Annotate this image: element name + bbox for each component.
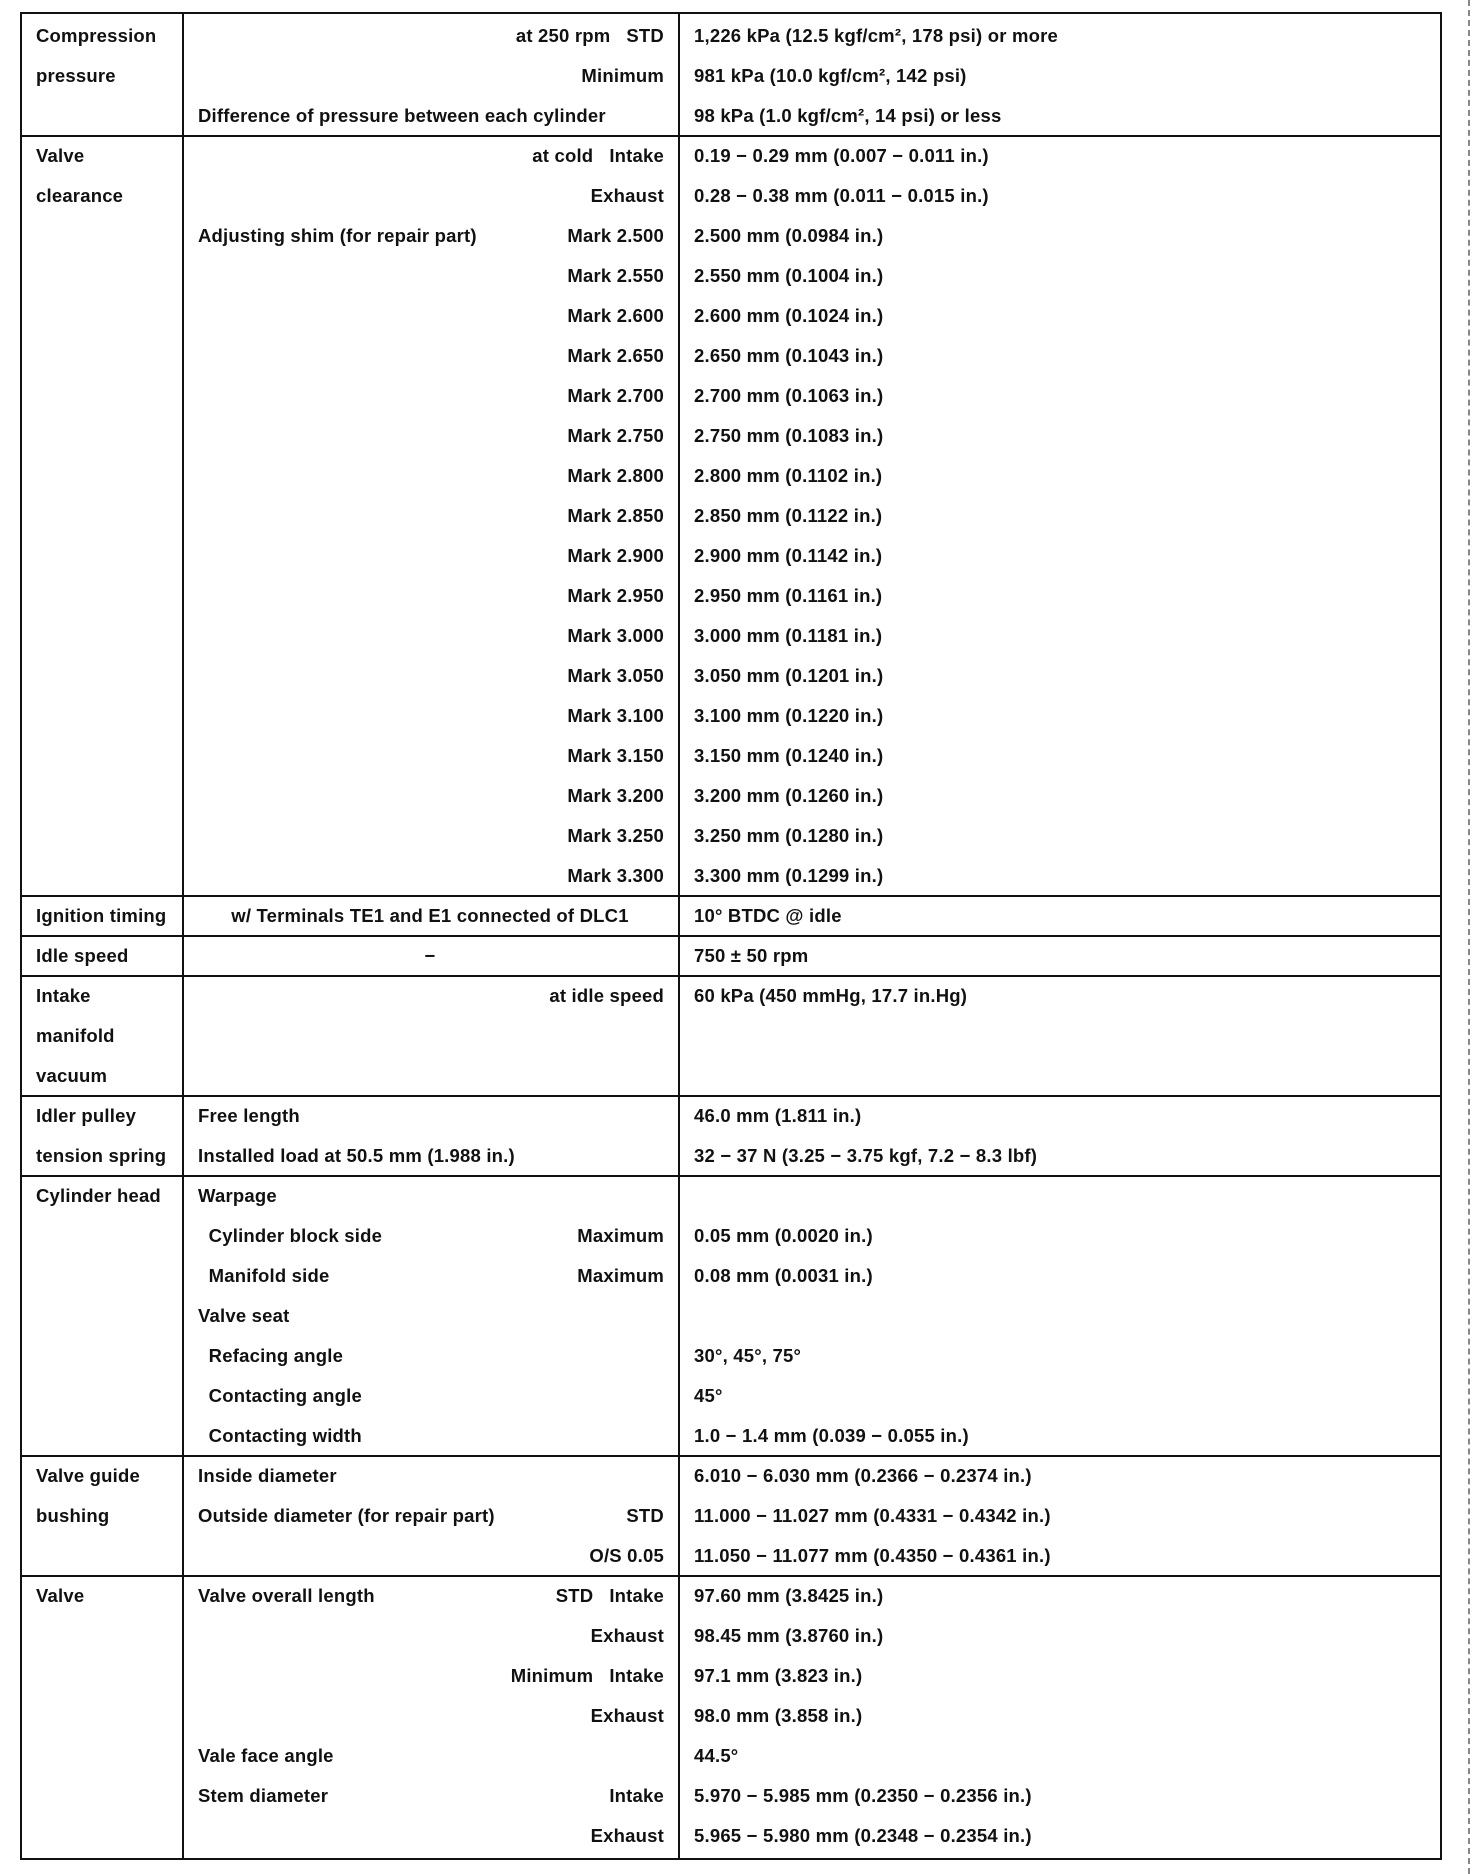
spec-value: 11.000 − 11.027 mm (0.4331 − 0.4342 in.): [694, 1505, 1051, 1526]
condition-detail: Mark 2.800: [567, 465, 664, 486]
spec-value: 10° BTDC @ idle: [694, 905, 842, 926]
condition: Vale face angle: [198, 1745, 334, 1766]
condition-detail: Mark 3.000: [567, 625, 664, 646]
item-name: Compression: [36, 25, 157, 46]
table-row: [22, 1136, 1440, 1176]
table-row: [22, 776, 1440, 816]
spec-value: 3.150 mm (0.1240 in.): [694, 745, 884, 766]
item-name: Valve: [36, 145, 85, 166]
condition-detail: Mark 3.050: [567, 665, 664, 686]
spec-value: 2.850 mm (0.1122 in.): [694, 505, 883, 526]
spec-value: 3.100 mm (0.1220 in.): [694, 705, 884, 726]
condition: Contacting width: [198, 1425, 362, 1446]
condition-detail: at cold Intake: [532, 145, 664, 166]
spec-value: 2.650 mm (0.1043 in.): [694, 345, 884, 366]
table-row: [22, 96, 1440, 136]
spec-value: 45°: [694, 1385, 723, 1406]
spec-value: 2.750 mm (0.1083 in.): [694, 425, 884, 446]
section-divider: [22, 895, 1440, 897]
condition-detail: Exhaust: [590, 185, 664, 206]
spec-value: 32 − 37 N (3.25 − 3.75 kgf, 7.2 − 8.3 lbf): [694, 1145, 1038, 1166]
table-row: [22, 176, 1440, 216]
condition-detail: Exhaust: [590, 1705, 664, 1726]
spec-value: 46.0 mm (1.811 in.): [694, 1105, 862, 1126]
table-row: [22, 1176, 1440, 1216]
condition-detail: Mark 2.500: [567, 225, 664, 246]
table-row: [22, 1576, 1440, 1616]
table-row: [22, 1736, 1440, 1776]
condition: Stem diameter: [198, 1785, 329, 1806]
condition-detail: Intake: [609, 1785, 664, 1806]
table-row: [22, 1256, 1440, 1296]
condition-detail: STD: [626, 1505, 664, 1526]
table-row: [22, 496, 1440, 536]
condition: Manifold side: [198, 1265, 330, 1286]
table-row: [22, 736, 1440, 776]
section-divider: [22, 1175, 1440, 1177]
item-name: Intake: [36, 985, 91, 1006]
item-name: manifold: [36, 1025, 115, 1046]
item-name: vacuum: [36, 1065, 108, 1086]
condition-detail: −: [424, 945, 436, 966]
table-row: [22, 1456, 1440, 1496]
condition: Installed load at 50.5 mm (1.988 in.): [198, 1145, 515, 1166]
spec-value: 3.000 mm (0.1181 in.): [694, 625, 883, 646]
table-row: [22, 376, 1440, 416]
condition-detail: Mark 3.250: [567, 825, 664, 846]
table-row: [22, 576, 1440, 616]
condition: Outside diameter (for repair part): [198, 1505, 495, 1526]
condition: Contacting angle: [198, 1385, 362, 1406]
condition-detail: w/ Terminals TE1 and E1 connected of DLC1: [231, 905, 629, 926]
table-row: [22, 136, 1440, 176]
table-row: [22, 936, 1440, 976]
spec-value: 98.45 mm (3.8760 in.): [694, 1625, 884, 1646]
section-divider: [22, 1095, 1440, 1097]
spec-value: 0.05 mm (0.0020 in.): [694, 1225, 873, 1246]
spec-value: 1,226 kPa (12.5 kgf/cm², 178 psi) or more: [694, 25, 1058, 46]
item-name: Valve: [36, 1585, 85, 1606]
table-row: [22, 896, 1440, 936]
spec-value: 44.5°: [694, 1745, 739, 1766]
section-divider: [22, 1455, 1440, 1457]
table-row: [22, 1616, 1440, 1656]
item-name: Cylinder head: [36, 1185, 161, 1206]
table-row: [22, 1016, 1440, 1056]
spec-value: 6.010 − 6.030 mm (0.2366 − 0.2374 in.): [694, 1465, 1032, 1486]
table-row: [22, 696, 1440, 736]
condition: Cylinder block side: [198, 1225, 383, 1246]
condition: Valve overall length: [198, 1585, 375, 1606]
spec-value: 2.550 mm (0.1004 in.): [694, 265, 884, 286]
spec-value: 2.700 mm (0.1063 in.): [694, 385, 884, 406]
condition-detail: Mark 2.900: [567, 545, 664, 566]
item-name: Idle speed: [36, 945, 129, 966]
spec-value: 60 kPa (450 mmHg, 17.7 in.Hg): [694, 985, 968, 1006]
condition: Valve seat: [198, 1305, 290, 1326]
spec-value: 2.800 mm (0.1102 in.): [694, 465, 883, 486]
table-row: [22, 1416, 1440, 1456]
table-row: [22, 1816, 1440, 1856]
spec-value: 3.300 mm (0.1299 in.): [694, 865, 884, 886]
table-row: [22, 216, 1440, 256]
spec-value: 3.250 mm (0.1280 in.): [694, 825, 884, 846]
table-row: [22, 1296, 1440, 1336]
table-row: [22, 1776, 1440, 1816]
condition-detail: at idle speed: [549, 985, 664, 1006]
condition-detail: Minimum: [581, 65, 664, 86]
table-row: [22, 1376, 1440, 1416]
spec-value: 11.050 − 11.077 mm (0.4350 − 0.4361 in.): [694, 1545, 1051, 1566]
condition-detail: Mark 2.600: [567, 305, 664, 326]
table-row: [22, 256, 1440, 296]
table-row: [22, 1096, 1440, 1136]
table-row: [22, 1536, 1440, 1576]
section-divider: [22, 975, 1440, 977]
spec-value: 98 kPa (1.0 kgf/cm², 14 psi) or less: [694, 105, 1002, 126]
condition-detail: Mark 2.750: [567, 425, 664, 446]
spec-value: 97.1 mm (3.823 in.): [694, 1665, 863, 1686]
table-row: [22, 1216, 1440, 1256]
spec-value: 0.28 − 0.38 mm (0.011 − 0.015 in.): [694, 185, 989, 206]
table-row: [22, 656, 1440, 696]
condition-detail: STD Intake: [555, 1585, 664, 1606]
table-row: [22, 296, 1440, 336]
spec-value: 0.19 − 0.29 mm (0.007 − 0.011 in.): [694, 145, 989, 166]
spec-value: 30°, 45°, 75°: [694, 1345, 802, 1366]
item-name: Valve guide: [36, 1465, 140, 1486]
spec-table: [20, 12, 1442, 1860]
condition-detail: Minimum Intake: [510, 1665, 664, 1686]
condition-detail: Mark 2.950: [567, 585, 664, 606]
condition-detail: Mark 2.550: [567, 265, 664, 286]
spec-value: 2.900 mm (0.1142 in.): [694, 545, 883, 566]
spec-value: 2.500 mm (0.0984 in.): [694, 225, 884, 246]
spec-value: 2.950 mm (0.1161 in.): [694, 585, 883, 606]
page-edge-dashed-line: [1468, 0, 1470, 1874]
condition-detail: Exhaust: [590, 1625, 664, 1646]
condition-detail: O/S 0.05: [589, 1545, 664, 1566]
condition: Adjusting shim (for repair part): [198, 225, 477, 246]
spec-value: 98.0 mm (3.858 in.): [694, 1705, 863, 1726]
spec-value: 5.965 − 5.980 mm (0.2348 − 0.2354 in.): [694, 1825, 1032, 1846]
table-row: [22, 976, 1440, 1016]
table-row: [22, 456, 1440, 496]
table-row: [22, 416, 1440, 456]
condition-detail: Mark 2.850: [567, 505, 664, 526]
condition: Inside diameter: [198, 1465, 337, 1486]
condition-detail: Maximum: [577, 1225, 664, 1246]
spec-value: 1.0 − 1.4 mm (0.039 − 0.055 in.): [694, 1425, 969, 1446]
item-name: Ignition timing: [36, 905, 167, 926]
condition-detail: at 250 rpm STD: [515, 25, 664, 46]
condition-detail: Mark 2.700: [567, 385, 664, 406]
condition-detail: Mark 2.650: [567, 345, 664, 366]
table-row: [22, 16, 1440, 56]
spec-value: 5.970 − 5.985 mm (0.2350 − 0.2356 in.): [694, 1785, 1032, 1806]
table-row: [22, 816, 1440, 856]
table-row: [22, 1336, 1440, 1376]
section-divider: [22, 1575, 1440, 1577]
condition: Warpage: [198, 1185, 277, 1206]
table-row: [22, 336, 1440, 376]
condition: Free length: [198, 1105, 300, 1126]
spec-value: 981 kPa (10.0 kgf/cm², 142 psi): [694, 65, 967, 86]
table-row: [22, 1496, 1440, 1536]
condition: Refacing angle: [198, 1345, 344, 1366]
table-row: [22, 536, 1440, 576]
spec-value: 750 ± 50 rpm: [694, 945, 809, 966]
item-name: pressure: [36, 65, 116, 86]
table-row: [22, 616, 1440, 656]
condition: Difference of pressure between each cylinder: [198, 105, 606, 126]
section-divider: [22, 935, 1440, 937]
condition-detail: Mark 3.300: [567, 865, 664, 886]
spec-value: 97.60 mm (3.8425 in.): [694, 1585, 884, 1606]
section-divider: [22, 135, 1440, 137]
item-name: clearance: [36, 185, 124, 206]
condition-detail: Maximum: [577, 1265, 664, 1286]
table-row: [22, 1696, 1440, 1736]
condition-detail: Mark 3.100: [567, 705, 664, 726]
item-name: tension spring: [36, 1145, 167, 1166]
condition-detail: Mark 3.200: [567, 785, 664, 806]
table-row: [22, 856, 1440, 896]
condition-detail: Exhaust: [590, 1825, 664, 1846]
spec-value: 2.600 mm (0.1024 in.): [694, 305, 884, 326]
spec-value: 0.08 mm (0.0031 in.): [694, 1265, 873, 1286]
item-name: bushing: [36, 1505, 110, 1526]
table-row: [22, 56, 1440, 96]
condition-detail: Mark 3.150: [567, 745, 664, 766]
table-row: [22, 1656, 1440, 1696]
item-name: Idler pulley: [36, 1105, 137, 1126]
table-row: [22, 1056, 1440, 1096]
spec-value: 3.050 mm (0.1201 in.): [694, 665, 884, 686]
spec-value: 3.200 mm (0.1260 in.): [694, 785, 884, 806]
